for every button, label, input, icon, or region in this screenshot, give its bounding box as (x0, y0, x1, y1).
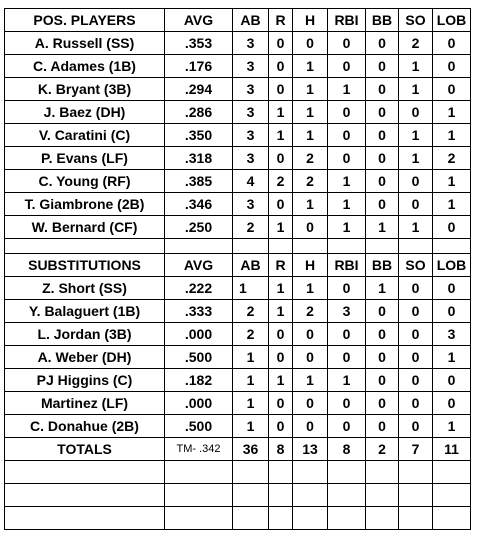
col-header: R (269, 9, 293, 32)
player-row (5, 101, 471, 124)
box-score-table (4, 8, 471, 530)
col-header: BB (366, 9, 399, 32)
player-row (5, 216, 471, 239)
stat-lob-cell: 0 (433, 392, 471, 415)
blank-cell (399, 484, 433, 507)
blank-cell (269, 507, 293, 530)
stat-bb-cell: 0 (366, 346, 399, 369)
stat-lob-cell: 0 (433, 216, 471, 239)
player-name-cell: TOTALS (5, 438, 165, 461)
player-row (5, 193, 471, 216)
stat-bb-cell: 2 (366, 438, 399, 461)
stat-avg-cell: .385 (165, 170, 233, 193)
stat-rbi-cell: 0 (328, 415, 366, 438)
substitute-row (5, 369, 471, 392)
col-header: RBI (328, 254, 366, 277)
stat-rbi-cell: 0 (328, 124, 366, 147)
stat-bb-cell: 0 (366, 32, 399, 55)
stat-lob-cell: 11 (433, 438, 471, 461)
stat-h-cell: 0 (293, 323, 328, 346)
stat-ab-cell: 3 (233, 147, 269, 170)
stat-r-cell: 2 (269, 170, 293, 193)
stat-avg-cell: .294 (165, 78, 233, 101)
blank-cell (433, 461, 471, 484)
stat-avg-cell: .333 (165, 300, 233, 323)
stat-so-cell: 0 (399, 415, 433, 438)
stat-bb-cell: 0 (366, 300, 399, 323)
stat-so-cell: 2 (399, 32, 433, 55)
stat-h-cell: 1 (293, 101, 328, 124)
stat-ab-cell: 36 (233, 438, 269, 461)
player-row (5, 170, 471, 193)
stat-r-cell: 1 (269, 101, 293, 124)
stat-ab-cell: 3 (233, 101, 269, 124)
stat-r-cell: 1 (269, 124, 293, 147)
stat-avg-cell: .286 (165, 101, 233, 124)
player-name-cell: L. Jordan (3B) (5, 323, 165, 346)
stat-lob-cell: 2 (433, 147, 471, 170)
stat-lob-cell: 3 (433, 323, 471, 346)
player-name-cell: J. Baez (DH) (5, 101, 165, 124)
stat-rbi-cell: 1 (328, 216, 366, 239)
stat-ab-cell: 3 (233, 32, 269, 55)
blank-cell (293, 484, 328, 507)
stat-lob-cell: 0 (433, 78, 471, 101)
stat-ab-cell: 1 (233, 277, 269, 300)
stat-r-cell: 1 (269, 369, 293, 392)
blank-row (5, 461, 471, 484)
blank-cell (165, 507, 233, 530)
stat-bb-cell: 0 (366, 392, 399, 415)
player-name-cell: C. Young (RF) (5, 170, 165, 193)
stat-bb-cell: 0 (366, 55, 399, 78)
stat-r-cell: 1 (269, 277, 293, 300)
col-header: LOB (433, 9, 471, 32)
stat-rbi-cell: 1 (328, 170, 366, 193)
blank-cell (233, 507, 269, 530)
substitute-row (5, 277, 471, 300)
stat-h-cell: 13 (293, 438, 328, 461)
substitute-row (5, 346, 471, 369)
stat-ab-cell: 2 (233, 216, 269, 239)
stat-bb-cell: 0 (366, 170, 399, 193)
stat-h-cell: 1 (293, 124, 328, 147)
stat-avg-cell: .346 (165, 193, 233, 216)
col-header: AVG (165, 9, 233, 32)
player-name-cell: K. Bryant (3B) (5, 78, 165, 101)
stat-so-cell: 0 (399, 277, 433, 300)
stat-so-cell: 0 (399, 193, 433, 216)
stat-rbi-cell: 0 (328, 55, 366, 78)
stat-r-cell: 0 (269, 415, 293, 438)
col-header: LOB (433, 254, 471, 277)
stat-ab-cell: 3 (233, 55, 269, 78)
stat-avg-cell: .000 (165, 392, 233, 415)
stat-h-cell: 1 (293, 193, 328, 216)
stat-bb-cell: 1 (366, 216, 399, 239)
stat-avg-cell: .000 (165, 323, 233, 346)
blank-cell (399, 461, 433, 484)
stat-ab-cell: 1 (233, 415, 269, 438)
spacer-cell (366, 239, 399, 254)
stat-so-cell: 1 (399, 147, 433, 170)
blank-cell (433, 507, 471, 530)
stat-rbi-cell: 0 (328, 101, 366, 124)
stat-so-cell: 0 (399, 170, 433, 193)
blank-cell (293, 461, 328, 484)
spacer-cell (165, 239, 233, 254)
player-name-cell: A. Weber (DH) (5, 346, 165, 369)
stat-r-cell: 0 (269, 323, 293, 346)
stat-so-cell: 1 (399, 124, 433, 147)
subs-header-row (5, 254, 471, 277)
totals-row (5, 438, 471, 461)
stat-so-cell: 0 (399, 300, 433, 323)
player-name-cell: Z. Short (SS) (5, 277, 165, 300)
stat-r-cell: 0 (269, 193, 293, 216)
spacer-cell (233, 239, 269, 254)
player-name-cell: T. Giambrone (2B) (5, 193, 165, 216)
blank-cell (5, 461, 165, 484)
stat-ab-cell: 2 (233, 300, 269, 323)
stat-lob-cell: 0 (433, 55, 471, 78)
blank-cell (433, 484, 471, 507)
stat-r-cell: 8 (269, 438, 293, 461)
stat-rbi-cell: 0 (328, 277, 366, 300)
stat-bb-cell: 0 (366, 124, 399, 147)
stat-avg-cell: .222 (165, 277, 233, 300)
stat-lob-cell: 1 (433, 346, 471, 369)
stat-lob-cell: 1 (433, 124, 471, 147)
stat-r-cell: 0 (269, 32, 293, 55)
stat-rbi-cell: 8 (328, 438, 366, 461)
player-row (5, 124, 471, 147)
stat-bb-cell: 0 (366, 101, 399, 124)
stat-r-cell: 1 (269, 216, 293, 239)
stat-bb-cell: 1 (366, 277, 399, 300)
blank-cell (269, 484, 293, 507)
stat-so-cell: 1 (399, 78, 433, 101)
stat-so-cell: 0 (399, 101, 433, 124)
col-header: H (293, 254, 328, 277)
player-row (5, 32, 471, 55)
stat-rbi-cell: 0 (328, 392, 366, 415)
col-header: AVG (165, 254, 233, 277)
stat-lob-cell: 0 (433, 32, 471, 55)
stat-h-cell: 0 (293, 415, 328, 438)
blank-cell (366, 484, 399, 507)
substitute-row (5, 392, 471, 415)
stat-so-cell: 1 (399, 55, 433, 78)
col-header: BB (366, 254, 399, 277)
substitute-row (5, 415, 471, 438)
stat-ab-cell: 1 (233, 369, 269, 392)
substitute-row (5, 323, 471, 346)
col-header: H (293, 9, 328, 32)
col-header: POS. PLAYERS (5, 9, 165, 32)
stat-ab-cell: 3 (233, 124, 269, 147)
stat-so-cell: 7 (399, 438, 433, 461)
stat-avg-cell: .250 (165, 216, 233, 239)
spacer-cell (269, 239, 293, 254)
stat-ab-cell: 3 (233, 193, 269, 216)
stat-rbi-cell: 0 (328, 323, 366, 346)
player-row (5, 147, 471, 170)
stat-h-cell: 1 (293, 78, 328, 101)
player-name-cell: V. Caratini (C) (5, 124, 165, 147)
stat-so-cell: 0 (399, 369, 433, 392)
blank-cell (233, 484, 269, 507)
spacer-cell (293, 239, 328, 254)
stat-h-cell: 2 (293, 300, 328, 323)
stat-bb-cell: 0 (366, 193, 399, 216)
stat-so-cell: 1 (399, 216, 433, 239)
player-name-cell: PJ Higgins (C) (5, 369, 165, 392)
player-name-cell: P. Evans (LF) (5, 147, 165, 170)
stat-h-cell: 0 (293, 32, 328, 55)
stat-h-cell: 0 (293, 346, 328, 369)
stat-r-cell: 0 (269, 392, 293, 415)
blank-cell (233, 461, 269, 484)
blank-row (5, 507, 471, 530)
blank-cell (366, 507, 399, 530)
stat-rbi-cell: 1 (328, 78, 366, 101)
stat-bb-cell: 0 (366, 415, 399, 438)
blank-cell (5, 484, 165, 507)
stat-h-cell: 1 (293, 369, 328, 392)
spacer-cell (433, 239, 471, 254)
stat-ab-cell: 2 (233, 323, 269, 346)
spacer-cell (399, 239, 433, 254)
stat-avg-cell: .318 (165, 147, 233, 170)
player-row (5, 78, 471, 101)
stat-avg-cell: .353 (165, 32, 233, 55)
stat-h-cell: 1 (293, 55, 328, 78)
stat-h-cell: 0 (293, 216, 328, 239)
stat-bb-cell: 0 (366, 323, 399, 346)
section-spacer-row (5, 239, 471, 254)
stat-r-cell: 0 (269, 78, 293, 101)
stat-rbi-cell: 1 (328, 193, 366, 216)
blank-cell (165, 484, 233, 507)
stat-rbi-cell: 0 (328, 32, 366, 55)
col-header: SUBSTITUTIONS (5, 254, 165, 277)
stat-avg-cell: .176 (165, 55, 233, 78)
stat-rbi-cell: 0 (328, 346, 366, 369)
stat-rbi-cell: 3 (328, 300, 366, 323)
blank-cell (328, 507, 366, 530)
players-header-row (5, 9, 471, 32)
blank-cell (399, 507, 433, 530)
stat-avg-cell: .500 (165, 346, 233, 369)
stat-ab-cell: 4 (233, 170, 269, 193)
col-header: SO (399, 9, 433, 32)
player-name-cell: W. Bernard (CF) (5, 216, 165, 239)
player-row (5, 55, 471, 78)
stat-ab-cell: 1 (233, 392, 269, 415)
stat-r-cell: 0 (269, 346, 293, 369)
substitute-row (5, 300, 471, 323)
stat-lob-cell: 0 (433, 277, 471, 300)
player-name-cell: C. Adames (1B) (5, 55, 165, 78)
stat-avg-cell: .182 (165, 369, 233, 392)
stat-h-cell: 0 (293, 392, 328, 415)
stat-r-cell: 0 (269, 55, 293, 78)
player-name-cell: Y. Balaguert (1B) (5, 300, 165, 323)
col-header: R (269, 254, 293, 277)
stat-avg-cell: TM- .342 (165, 438, 233, 461)
stat-so-cell: 0 (399, 392, 433, 415)
stat-bb-cell: 0 (366, 78, 399, 101)
stat-lob-cell: 0 (433, 369, 471, 392)
col-header: AB (233, 254, 269, 277)
stat-so-cell: 0 (399, 346, 433, 369)
player-name-cell: C. Donahue (2B) (5, 415, 165, 438)
col-header: RBI (328, 9, 366, 32)
blank-cell (269, 461, 293, 484)
blank-cell (328, 461, 366, 484)
spacer-cell (328, 239, 366, 254)
stat-avg-cell: .500 (165, 415, 233, 438)
blank-row (5, 484, 471, 507)
blank-cell (5, 507, 165, 530)
stat-h-cell: 2 (293, 170, 328, 193)
blank-cell (293, 507, 328, 530)
stat-bb-cell: 0 (366, 369, 399, 392)
player-name-cell: Martinez (LF) (5, 392, 165, 415)
col-header: SO (399, 254, 433, 277)
stat-so-cell: 0 (399, 323, 433, 346)
blank-cell (366, 461, 399, 484)
stat-h-cell: 2 (293, 147, 328, 170)
blank-cell (328, 484, 366, 507)
stat-r-cell: 1 (269, 300, 293, 323)
stat-lob-cell: 1 (433, 415, 471, 438)
stat-r-cell: 0 (269, 147, 293, 170)
spacer-cell (5, 239, 165, 254)
stat-ab-cell: 1 (233, 346, 269, 369)
stat-lob-cell: 0 (433, 300, 471, 323)
stat-rbi-cell: 1 (328, 369, 366, 392)
stat-lob-cell: 1 (433, 101, 471, 124)
stat-ab-cell: 3 (233, 78, 269, 101)
stat-rbi-cell: 0 (328, 147, 366, 170)
stat-bb-cell: 0 (366, 147, 399, 170)
stat-avg-cell: .350 (165, 124, 233, 147)
stat-lob-cell: 1 (433, 193, 471, 216)
stat-lob-cell: 1 (433, 170, 471, 193)
player-name-cell: A. Russell (SS) (5, 32, 165, 55)
col-header: AB (233, 9, 269, 32)
stat-h-cell: 1 (293, 277, 328, 300)
blank-cell (165, 461, 233, 484)
